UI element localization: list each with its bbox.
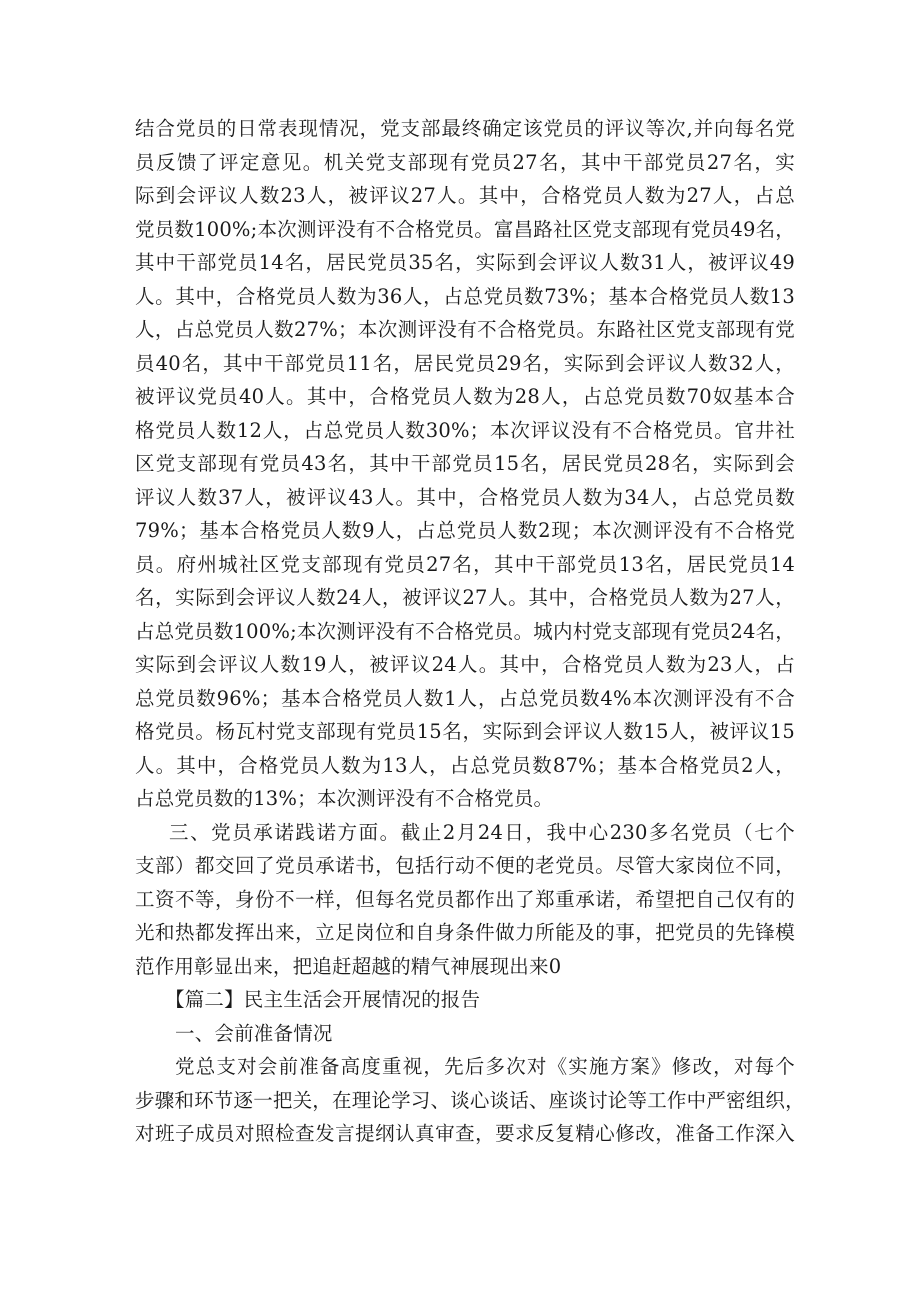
- text-line: 步骤和环节逐一把关，在理论学习、谈心谈话、座谈讨论等工作中严密组织，: [135, 1088, 805, 1112]
- text-line: 三、党员承诺践诺方面。截止2月24日，我中心230多名党员（七个: [169, 820, 795, 844]
- text-line: 人，占总党员人数27%；本次测评没有不合格党员。东路社区党支部现有党: [135, 318, 795, 341]
- body-text: [135, 112, 805, 1151]
- text-line: 党总支对会前准备高度重视，先后多次对《实施方案》修改，对每个: [175, 1055, 795, 1078]
- text-line: 格党员人数12人，占总党员人数30%；本次评议没有不合格党员。官井社: [135, 418, 795, 442]
- text-line: 实际到会评议人数19人，被评议24人。其中，合格党员人数为23人，占: [135, 653, 795, 676]
- text-line: 员反馈了评定意见。机关党支部现有党员27名，其中干部党员27名，实: [135, 150, 795, 174]
- text-line: 支部）都交回了党员承诺书，包括行动不便的老党员。尽管大家岗位不同，: [135, 854, 795, 877]
- text-line: 总党员数96%；基本合格党员人数1人，占总党员数4%本次测评没有不合: [135, 686, 795, 710]
- text-line: 区党支部现有党员43名，其中干部党员15名，居民党员28名，实际到会: [135, 452, 795, 475]
- text-line: 79%；基本合格党员人数9人，占总党员人数2现；本次测评没有不合格党: [135, 519, 795, 542]
- text-line: 名，实际到会评议人数24人，被评议27人。其中，合格党员人数为27人，: [135, 586, 795, 609]
- text-line: 其中干部党员14名，居民党员35名，实际到会评议人数31人，被评议49: [135, 251, 795, 274]
- text-line: 占总党员数的13%；本次测评没有不合格党员。: [135, 787, 554, 810]
- text-line: 员。府州城社区党支部现有党员27名，其中干部党员13名，居民党员14: [135, 552, 795, 576]
- text-line: 格党员。杨瓦村党支部现有党员15名，实际到会评议人数15人，被评议15: [135, 720, 795, 743]
- section-heading: 【篇二】民主生活会开展情况的报告: [165, 988, 481, 1011]
- text-line: 人。其中，合格党员人数为36人，占总党员数73%；基本合格党员人数13: [135, 284, 795, 308]
- text-line: 被评议党员40人。其中，合格党员人数为28人，占总党员数70奴基本合: [135, 385, 795, 408]
- text-line: 党员数100%;本次测评没有不合格党员。富昌路社区党支部现有党员49名，: [135, 217, 795, 241]
- text-line: 光和热都发挥出来，立足岗位和自身条件做力所能及的事，把党员的先锋模: [135, 921, 795, 944]
- text-line: 际到会评议人数23人，被评议27人。其中，合格党员人数为27人，占总: [135, 184, 795, 207]
- text-line: 工资不等，身份不一样，但每名党员都作出了郑重承诺，希望把自己仅有的: [135, 887, 795, 911]
- text-line: 范作用彰显出来，把追赶超越的精气神展现出来0: [135, 954, 562, 978]
- text-line: 结合党员的日常表现情况，党支部最终确定该党员的评议等次,并向每名党: [135, 117, 795, 140]
- subsection-heading: 一、会前准备情况: [175, 1021, 333, 1045]
- text-line: 对班子成员对照检查发言提纲认真审查，要求反复精心修改，准备工作深入: [135, 1122, 795, 1145]
- text-line: 员40名，其中干部党员11名，居民党员29名，实际到会评议人数32人，: [135, 351, 795, 375]
- text-line: 占总党员数100%;本次测评没有不合格党员。城内村党支部现有党员24名，: [135, 619, 795, 643]
- text-line: 人。其中，合格党员人数为13人，占总党员数87%；基本合格党员2人，: [135, 753, 795, 777]
- text-line: 评议人数37人，被评议43人。其中，合格党员人数为34人，占总党员数: [135, 485, 795, 509]
